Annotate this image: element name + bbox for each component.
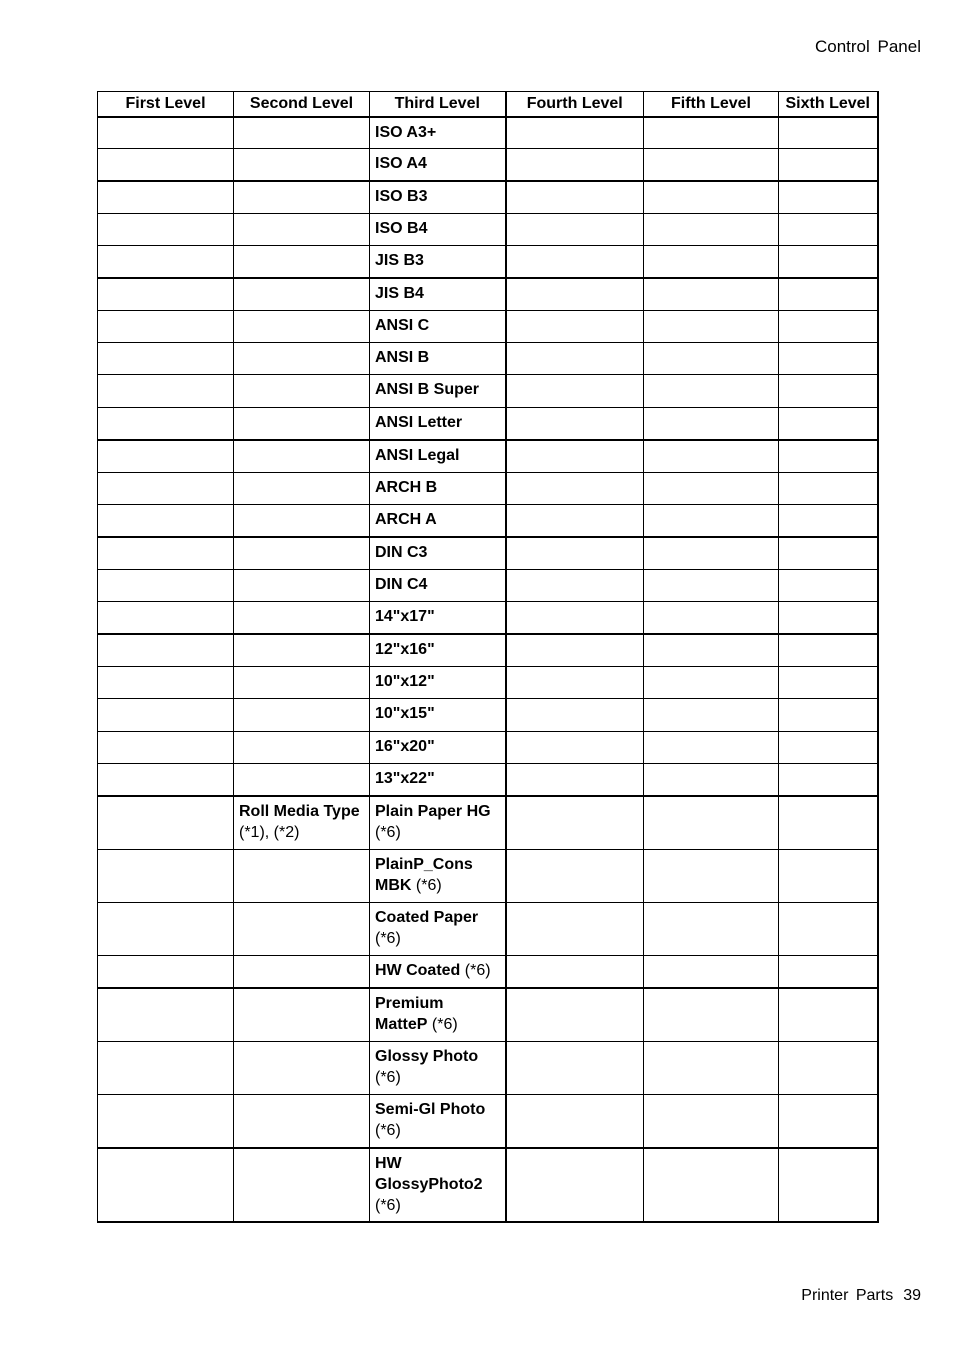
cell-first-level (98, 850, 234, 903)
cell-fourth-level (506, 1148, 644, 1222)
cell-first-level (98, 246, 234, 278)
column-header-third-level: Third Level (370, 92, 506, 117)
third-level-label: Plain Paper HG (375, 802, 491, 820)
table-row (98, 473, 878, 505)
cell-fourth-level (506, 149, 644, 181)
footer-chapter: Printer Parts (801, 1287, 894, 1304)
cell-first-level (98, 408, 234, 440)
cell-second-level (234, 505, 370, 537)
cell-fifth-level (644, 1095, 779, 1148)
cell-second-level (234, 903, 370, 956)
cell-second-level (234, 667, 370, 699)
cell-second-level (234, 764, 370, 796)
cell-fifth-level (644, 796, 779, 850)
cell-third-level (370, 699, 506, 732)
cell-second-level (234, 473, 370, 505)
cell-sixth-level (779, 956, 878, 988)
cell-second-level (234, 732, 370, 764)
cell-fifth-level (644, 149, 779, 181)
cell-second-level (234, 246, 370, 278)
cell-second-level (234, 699, 370, 732)
column-header-second-level: Second Level (234, 92, 370, 117)
table-row (98, 181, 878, 214)
third-level-label: 10"x12" (375, 673, 435, 690)
cell-sixth-level (779, 1042, 878, 1095)
third-level-label: 12"x16" (375, 640, 435, 658)
third-level-label: ANSI B Super (375, 381, 480, 398)
cell-fourth-level (506, 375, 644, 408)
cell-first-level (98, 1042, 234, 1095)
cell-second-level (234, 988, 370, 1042)
cell-fifth-level (644, 699, 779, 732)
third-level-note: (*6) (411, 877, 442, 894)
cell-second-level (234, 570, 370, 602)
cell-first-level (98, 214, 234, 246)
third-level-note: (*6) (427, 1015, 458, 1033)
third-level-label: ARCH A (375, 511, 437, 528)
third-level-label: 13"x22" (375, 770, 435, 787)
cell-fifth-level (644, 667, 779, 699)
cell-fifth-level (644, 214, 779, 246)
cell-first-level (98, 764, 234, 796)
third-level-label: ANSI Legal (375, 446, 460, 464)
cell-sixth-level (779, 311, 878, 343)
cell-sixth-level (779, 850, 878, 903)
cell-fifth-level (644, 570, 779, 602)
menu-structure-table (97, 91, 879, 1223)
cell-third-level (370, 375, 506, 408)
cell-fifth-level (644, 988, 779, 1042)
cell-third-level (370, 440, 506, 473)
cell-fourth-level (506, 505, 644, 537)
third-level-label: 10"x15" (375, 705, 435, 722)
cell-first-level (98, 570, 234, 602)
table-row (98, 732, 878, 764)
cell-second-level (234, 375, 370, 408)
cell-fourth-level (506, 311, 644, 343)
cell-first-level (98, 343, 234, 375)
cell-second-level (234, 214, 370, 246)
third-level-label: JIS B4 (375, 284, 424, 302)
cell-third-level (370, 903, 506, 956)
cell-sixth-level (779, 667, 878, 699)
table-row (98, 311, 878, 343)
cell-third-level (370, 1095, 506, 1148)
cell-third-level (370, 602, 506, 634)
column-header-first-level: First Level (98, 92, 234, 117)
cell-fourth-level (506, 570, 644, 602)
cell-first-level (98, 375, 234, 408)
cell-first-level (98, 988, 234, 1042)
cell-fourth-level (506, 117, 644, 149)
table-row (98, 246, 878, 278)
table-row (98, 634, 878, 667)
table-header-row (98, 92, 878, 117)
table-row (98, 214, 878, 246)
cell-fifth-level (644, 764, 779, 796)
cell-sixth-level (779, 732, 878, 764)
cell-fourth-level (506, 1095, 644, 1148)
cell-third-level (370, 505, 506, 537)
column-header-sixth-level: Sixth Level (779, 92, 878, 117)
cell-sixth-level (779, 505, 878, 537)
cell-fourth-level (506, 214, 644, 246)
cell-second-level (234, 181, 370, 214)
table-row (98, 1042, 878, 1095)
column-header-fifth-level: Fifth Level (644, 92, 779, 117)
cell-fifth-level (644, 1042, 779, 1095)
table-row (98, 343, 878, 375)
third-level-note: (*6) (375, 823, 401, 841)
cell-sixth-level (779, 343, 878, 375)
table-row (98, 149, 878, 181)
cell-first-level (98, 634, 234, 667)
cell-third-level (370, 1148, 506, 1222)
cell-third-level (370, 246, 506, 278)
cell-fourth-level (506, 343, 644, 375)
third-level-label: HW Coated (375, 962, 461, 979)
cell-first-level (98, 537, 234, 570)
cell-third-level (370, 408, 506, 440)
cell-fourth-level (506, 440, 644, 473)
cell-third-level (370, 850, 506, 903)
cell-sixth-level (779, 473, 878, 505)
cell-sixth-level (779, 181, 878, 214)
third-level-label: ISO B3 (375, 187, 428, 205)
cell-fifth-level (644, 903, 779, 956)
third-level-label: ANSI B (375, 349, 430, 366)
table-body (98, 117, 878, 1222)
cell-second-level (234, 850, 370, 903)
cell-fifth-level (644, 850, 779, 903)
second-level-note: (*1), (*2) (239, 823, 300, 841)
third-level-label: 16"x20" (375, 738, 435, 755)
cell-second-level (234, 796, 370, 850)
third-level-note: (*6) (375, 1122, 401, 1139)
cell-second-level (234, 117, 370, 149)
cell-third-level (370, 1042, 506, 1095)
cell-first-level (98, 440, 234, 473)
cell-third-level (370, 214, 506, 246)
cell-fifth-level (644, 408, 779, 440)
cell-fourth-level (506, 667, 644, 699)
table-row (98, 1095, 878, 1148)
cell-second-level (234, 278, 370, 311)
cell-sixth-level (779, 375, 878, 408)
cell-third-level (370, 988, 506, 1042)
cell-sixth-level (779, 214, 878, 246)
cell-first-level (98, 903, 234, 956)
cell-second-level (234, 634, 370, 667)
cell-first-level (98, 473, 234, 505)
cell-third-level (370, 570, 506, 602)
cell-fourth-level (506, 850, 644, 903)
cell-sixth-level (779, 796, 878, 850)
third-level-label: Glossy Photo (375, 1048, 479, 1065)
third-level-note: (*6) (460, 962, 491, 979)
third-level-label: DIN C4 (375, 576, 428, 593)
third-level-label: JIS B3 (375, 252, 424, 269)
cell-second-level (234, 440, 370, 473)
third-level-label: Semi-Gl Photo (375, 1101, 486, 1118)
table-row (98, 570, 878, 602)
cell-fourth-level (506, 278, 644, 311)
cell-sixth-level (779, 1148, 878, 1222)
third-level-label: ANSI C (375, 317, 430, 334)
cell-third-level (370, 956, 506, 988)
cell-fifth-level (644, 732, 779, 764)
cell-third-level (370, 343, 506, 375)
cell-first-level (98, 278, 234, 311)
cell-sixth-level (779, 699, 878, 732)
running-header-section: Control Panel (814, 37, 921, 56)
table-row (98, 956, 878, 988)
cell-second-level (234, 149, 370, 181)
table-row (98, 764, 878, 796)
table-row (98, 537, 878, 570)
cell-fourth-level (506, 699, 644, 732)
cell-first-level (98, 602, 234, 634)
cell-fourth-level (506, 988, 644, 1042)
cell-third-level (370, 667, 506, 699)
cell-fifth-level (644, 956, 779, 988)
cell-first-level (98, 1148, 234, 1222)
cell-sixth-level (779, 1095, 878, 1148)
page-number: 39 (903, 1287, 921, 1304)
third-level-label: PlainP_Cons MBK (375, 856, 473, 894)
third-level-note: (*6) (375, 1069, 401, 1086)
third-level-label: ISO A3+ (375, 123, 437, 141)
cell-fourth-level (506, 1042, 644, 1095)
second-level-label: Roll Media Type (239, 802, 360, 820)
table-row (98, 796, 878, 850)
cell-first-level (98, 956, 234, 988)
cell-sixth-level (779, 602, 878, 634)
cell-fifth-level (644, 537, 779, 570)
cell-third-level (370, 473, 506, 505)
cell-fifth-level (644, 1148, 779, 1222)
third-level-label: DIN C3 (375, 543, 428, 561)
cell-third-level (370, 796, 506, 850)
cell-fifth-level (644, 246, 779, 278)
cell-sixth-level (779, 117, 878, 149)
table-row (98, 440, 878, 473)
third-level-label: HW GlossyPhoto2 (375, 1154, 483, 1193)
cell-fourth-level (506, 903, 644, 956)
table-row (98, 903, 878, 956)
cell-fifth-level (644, 117, 779, 149)
cell-fourth-level (506, 634, 644, 667)
third-level-label: ARCH B (375, 479, 438, 496)
cell-fifth-level (644, 505, 779, 537)
cell-third-level (370, 537, 506, 570)
cell-sixth-level (779, 903, 878, 956)
cell-fourth-level (506, 602, 644, 634)
cell-first-level (98, 149, 234, 181)
cell-first-level (98, 699, 234, 732)
third-level-note: (*6) (375, 930, 401, 947)
third-level-label: Premium MatteP (375, 994, 444, 1033)
cell-sixth-level (779, 537, 878, 570)
cell-fifth-level (644, 634, 779, 667)
table-row (98, 505, 878, 537)
cell-second-level (234, 537, 370, 570)
cell-fourth-level (506, 796, 644, 850)
cell-first-level (98, 1095, 234, 1148)
cell-sixth-level (779, 634, 878, 667)
cell-first-level (98, 181, 234, 214)
cell-first-level (98, 505, 234, 537)
cell-first-level (98, 117, 234, 149)
table-row (98, 375, 878, 408)
cell-first-level (98, 732, 234, 764)
cell-fifth-level (644, 602, 779, 634)
cell-second-level (234, 602, 370, 634)
cell-sixth-level (779, 570, 878, 602)
cell-first-level (98, 311, 234, 343)
cell-second-level (234, 343, 370, 375)
cell-sixth-level (779, 440, 878, 473)
table-row (98, 408, 878, 440)
cell-third-level (370, 634, 506, 667)
cell-sixth-level (779, 764, 878, 796)
table-row (98, 278, 878, 311)
cell-second-level (234, 1042, 370, 1095)
table-row (98, 850, 878, 903)
cell-sixth-level (779, 246, 878, 278)
third-level-label: Coated Paper (375, 909, 479, 926)
cell-fifth-level (644, 343, 779, 375)
cell-second-level (234, 956, 370, 988)
running-footer (801, 1287, 921, 1305)
cell-sixth-level (779, 149, 878, 181)
third-level-label: ISO B4 (375, 220, 428, 237)
cell-third-level (370, 278, 506, 311)
cell-first-level (98, 796, 234, 850)
table-row (98, 667, 878, 699)
column-header-fourth-level: Fourth Level (506, 92, 644, 117)
cell-fifth-level (644, 311, 779, 343)
cell-third-level (370, 149, 506, 181)
cell-third-level (370, 732, 506, 764)
cell-third-level (370, 117, 506, 149)
cell-second-level (234, 1148, 370, 1222)
table-row (98, 117, 878, 149)
cell-fifth-level (644, 181, 779, 214)
third-level-label: ANSI Letter (375, 414, 463, 431)
cell-fourth-level (506, 246, 644, 278)
table-row (98, 602, 878, 634)
cell-fourth-level (506, 473, 644, 505)
cell-first-level (98, 667, 234, 699)
cell-fifth-level (644, 440, 779, 473)
cell-second-level (234, 1095, 370, 1148)
cell-fourth-level (506, 408, 644, 440)
cell-fifth-level (644, 375, 779, 408)
cell-sixth-level (779, 278, 878, 311)
cell-fifth-level (644, 473, 779, 505)
cell-second-level (234, 311, 370, 343)
cell-sixth-level (779, 988, 878, 1042)
third-level-note: (*6) (375, 1196, 401, 1214)
cell-fourth-level (506, 956, 644, 988)
cell-sixth-level (779, 408, 878, 440)
table-row (98, 988, 878, 1042)
cell-second-level (234, 408, 370, 440)
cell-fourth-level (506, 764, 644, 796)
cell-fifth-level (644, 278, 779, 311)
third-level-label: ISO A4 (375, 155, 427, 172)
table-row (98, 699, 878, 732)
cell-fourth-level (506, 537, 644, 570)
cell-third-level (370, 181, 506, 214)
table-row (98, 1148, 878, 1222)
cell-third-level (370, 764, 506, 796)
cell-fourth-level (506, 732, 644, 764)
cell-fourth-level (506, 181, 644, 214)
cell-third-level (370, 311, 506, 343)
third-level-label: 14"x17" (375, 608, 435, 625)
